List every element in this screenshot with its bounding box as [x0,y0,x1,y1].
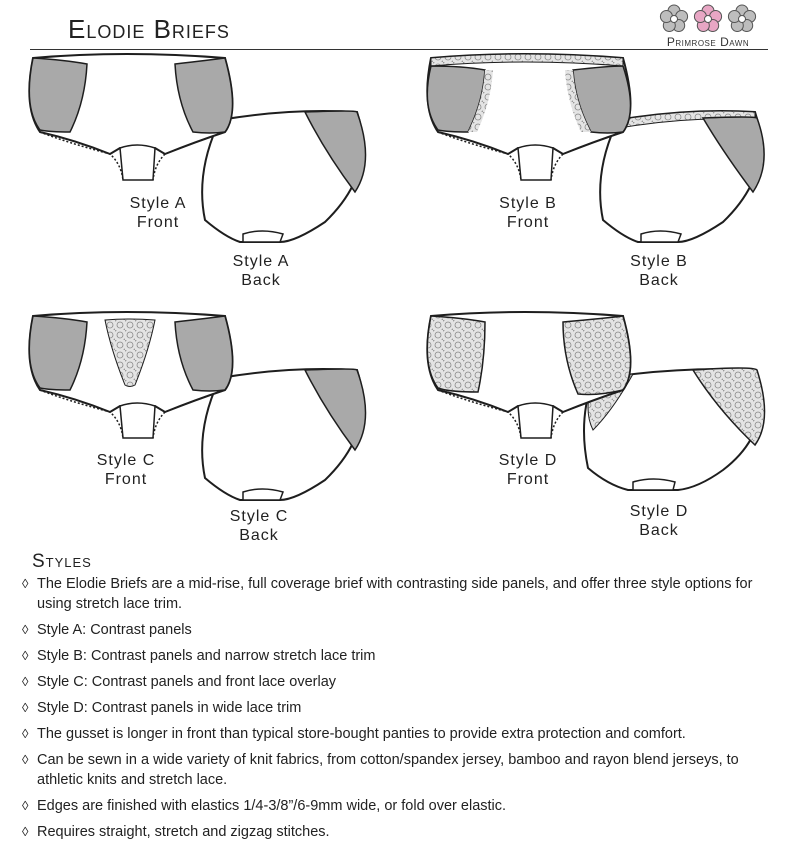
style-a-front-caption [98,194,218,232]
diamond-bullet-icon: ◊ [22,622,29,637]
diamond-bullet-icon: ◊ [22,648,29,663]
caption-line: Style C [96,452,156,469]
list-item [22,698,777,718]
list-item [22,672,777,692]
brand-logo [648,4,768,50]
caption-line: Style A [129,195,187,212]
flower-logo-icon [654,4,762,34]
brand-name: Primrose Dawn [666,35,750,49]
style-c-front-garment [29,312,232,438]
style-a-front-garment [29,54,232,180]
caption-line: Front [506,214,550,231]
list-item [22,724,777,744]
caption-line: Style D [498,452,558,469]
caption-line: Style B [630,253,688,270]
bullet-text: Edges are finished with elastics 1/4-3/8”/6-9mm wide, or fold over elastic. [37,798,507,814]
list-item [22,646,777,666]
caption-line: Style A [232,253,290,270]
list-item [22,574,777,614]
caption-line: Back [239,527,279,544]
bullet-text: The Elodie Briefs are a mid-rise, full coverage brief with contrasting side panels, and offer three style options for using stretch lace trim. [37,576,753,612]
style-c-front-caption [66,451,186,489]
caption-line: Front [136,214,180,231]
page-title: Elodie Briefs [68,14,230,44]
diamond-bullet-icon: ◊ [22,674,29,689]
bullet-text: Style B: Contrast panels and narrow stretch lace trim [37,648,376,664]
bullet-text: Style C: Contrast panels and front lace overlay [37,674,337,690]
styles-heading: Styles [32,551,92,572]
diamond-bullet-icon: ◊ [22,752,29,767]
style-b-front-garment [427,54,630,180]
bullet-text: Style A: Contrast panels [37,622,192,638]
style-c-back-caption [199,507,319,545]
caption-line: Front [104,471,148,488]
bullet-text: Requires straight, stretch and zigzag stitches. [37,824,330,840]
diamond-bullet-icon: ◊ [22,700,29,715]
bullet-text: Style D: Contrast panels in wide lace trim [37,700,302,716]
caption-line: Back [241,272,281,289]
style-d-front-caption [468,451,588,489]
diamond-bullet-icon: ◊ [22,576,29,591]
diamond-bullet-icon: ◊ [22,798,29,813]
list-item [22,620,777,640]
diamond-bullet-icon: ◊ [22,726,29,741]
list-item [22,822,777,842]
caption-line: Style C [229,508,289,525]
diamond-bullet-icon: ◊ [22,824,29,839]
style-b-back-caption [599,252,719,290]
style-a-back-caption [201,252,321,290]
caption-line: Style B [499,195,557,212]
list-item [22,796,777,816]
list-item [22,750,777,790]
style-b-front-caption [468,194,588,232]
style-d-back-caption [599,502,719,540]
bullet-text: Can be sewn in a wide variety of knit fabrics, from cotton/spandex jersey, bamboo and rayon blend jerseys, to athletic knits and stretch lace. [37,752,739,788]
caption-line: Front [506,471,550,488]
bullet-text: The gusset is longer in front than typical store-bought panties to provide extra protection and comfort. [37,726,686,742]
caption-line: Back [639,272,679,289]
caption-line: Style D [629,503,689,520]
caption-line: Back [639,522,679,539]
